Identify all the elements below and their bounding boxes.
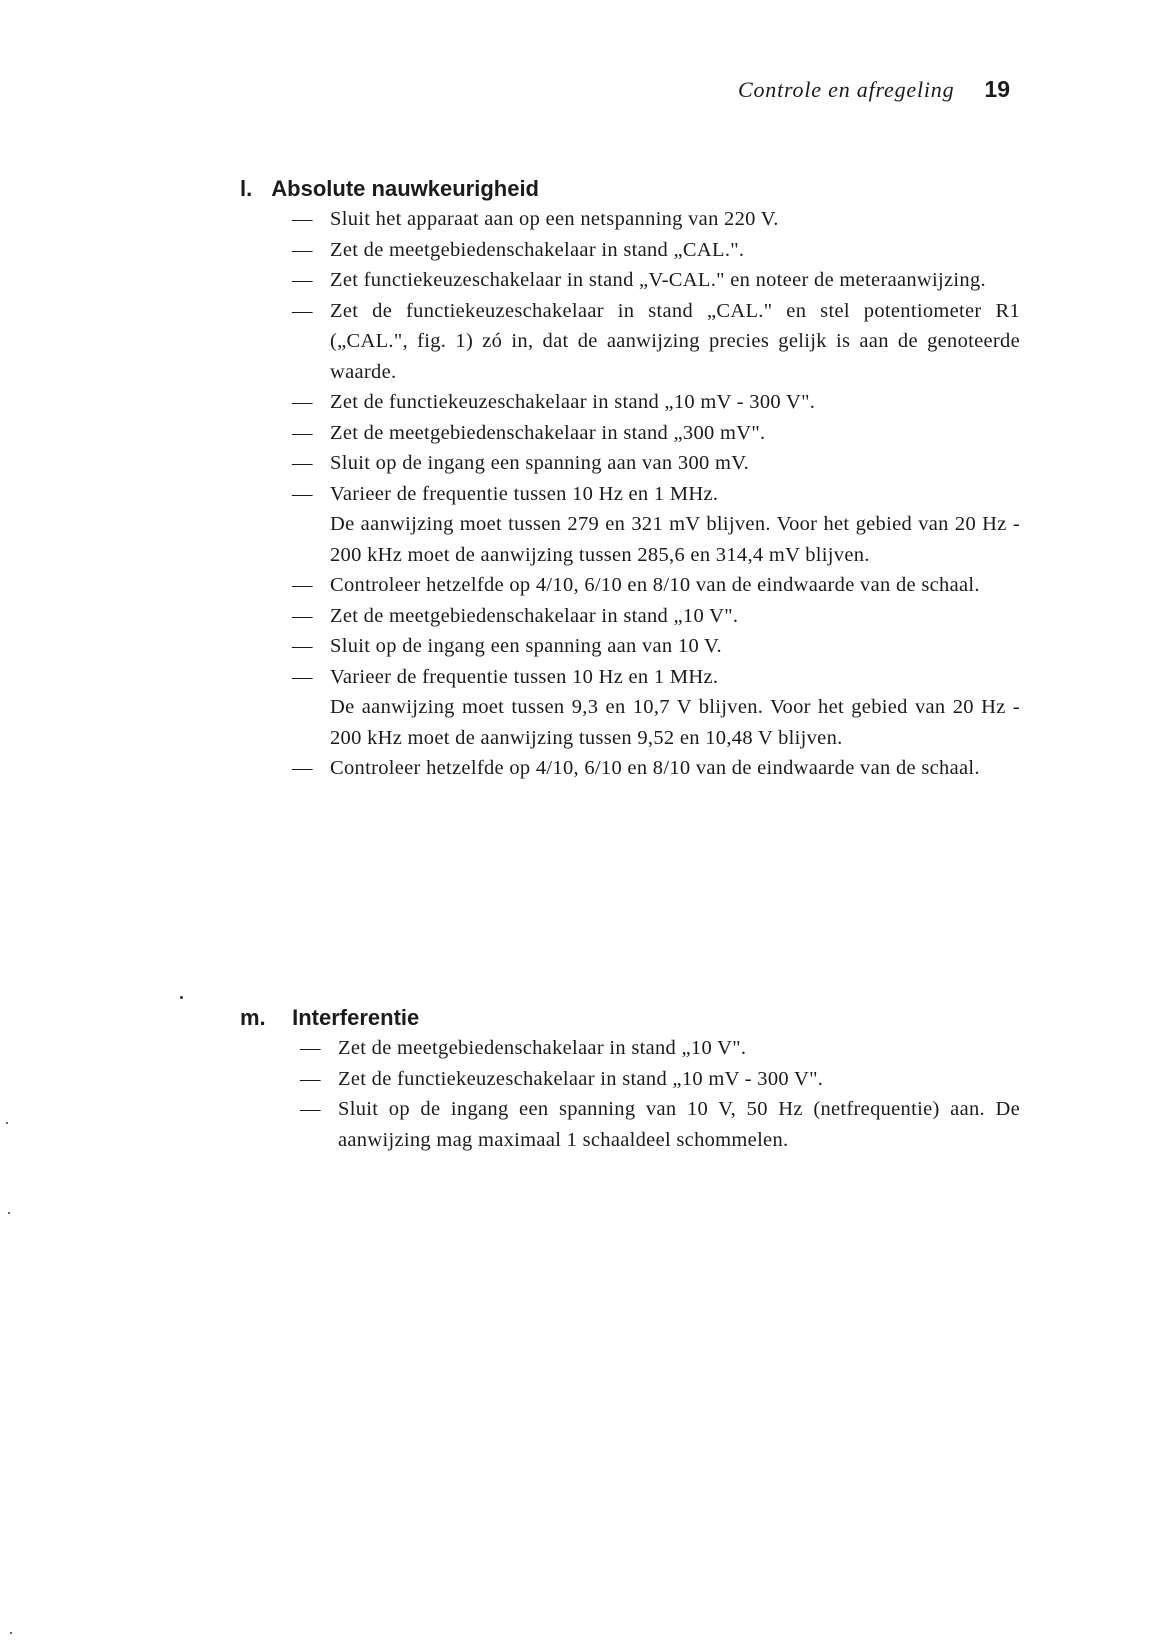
- item-text: Zet functiekeuzeschakelaar in stand „V-CAL." en noteer de meteraanwijzing.: [330, 269, 986, 291]
- list-item: [240, 479, 1020, 510]
- section-interference: [240, 1003, 1020, 1155]
- list-item: [240, 265, 1020, 296]
- item-text: Zet de meetgebiedenschakelaar in stand „10 V".: [338, 1037, 747, 1059]
- dash-marker: —: [292, 238, 313, 261]
- list-item: [240, 1094, 1020, 1155]
- list-item: [240, 296, 1020, 388]
- item-text: Zet de functiekeuzeschakelaar in stand „10 mV - 300 V".: [330, 391, 816, 413]
- instruction-list: [240, 204, 1020, 784]
- list-item: [240, 448, 1020, 479]
- dash-marker: —: [292, 391, 313, 413]
- item-text: De aanwijzing moet tussen 9,3 en 10,7 V blijven. Voor het gebied van 20 Hz - 200 kHz moet de aanwijzing tussen 9,52 en 10,48 V blijven.: [330, 696, 1020, 749]
- section-absolute-accuracy: [240, 174, 1020, 784]
- list-item: [240, 387, 1020, 418]
- dash-marker: —: [292, 421, 313, 444]
- dash-marker: —: [292, 482, 313, 505]
- item-text: Varieer de frequentie tussen 10 Hz en 1 MHz.: [330, 482, 719, 505]
- scan-speck: [10, 1632, 12, 1634]
- item-text: Zet de meetgebiedenschakelaar in stand „10 V".: [330, 604, 739, 627]
- scan-speck: [6, 1122, 8, 1124]
- dash-marker: —: [292, 208, 313, 230]
- list-item: [240, 631, 1020, 662]
- section-title: Interferentie: [292, 1005, 420, 1030]
- item-text: Sluit op de ingang een spanning van 10 V, 50 Hz (netfrequentie) aan. De aanwijzing mag maximaal 1 schaaldeel schommelen.: [338, 1098, 1020, 1151]
- dash-marker: —: [292, 635, 313, 657]
- item-text: Sluit op de ingang een spanning aan van 300 mV.: [330, 452, 750, 474]
- item-text: Sluit het apparaat aan op een netspanning van 220 V.: [330, 208, 779, 230]
- item-text: Zet de meetgebiedenschakelaar in stand „300 mV".: [330, 421, 766, 444]
- section-title: Absolute nauwkeurigheid: [271, 176, 539, 201]
- list-item-continuation: [240, 692, 1020, 753]
- dash-marker: —: [300, 1067, 321, 1090]
- item-text: Varieer de frequentie tussen 10 Hz en 1 MHz.: [330, 665, 719, 688]
- item-text: Controleer hetzelfde op 4/10, 6/10 en 8/10 van de eindwaarde van de schaal.: [330, 574, 980, 596]
- list-item: [240, 235, 1020, 266]
- running-title: Controle en afregeling: [738, 77, 955, 102]
- item-text: De aanwijzing moet tussen 279 en 321 mV blijven. Voor het gebied van 20 Hz - 200 kHz moet de aanwijzing tussen 285,6 en 314,4 mV blijven.: [330, 513, 1020, 566]
- list-item: [240, 753, 1020, 784]
- section-letter: m.: [240, 1005, 266, 1030]
- list-item-continuation: [240, 509, 1020, 570]
- item-text: Zet de meetgebiedenschakelaar in stand „CAL.".: [330, 238, 745, 261]
- section-heading: [240, 1003, 1020, 1033]
- dash-marker: —: [292, 757, 313, 779]
- list-item: [240, 1064, 1020, 1095]
- item-text: Sluit op de ingang een spanning aan van 10 V.: [330, 635, 722, 657]
- list-item: [240, 662, 1020, 693]
- list-item: [240, 570, 1020, 601]
- scan-speck: [8, 1212, 10, 1214]
- list-item: [240, 418, 1020, 449]
- dash-marker: —: [292, 604, 313, 627]
- item-text: Controleer hetzelfde op 4/10, 6/10 en 8/10 van de eindwaarde van de schaal.: [330, 757, 980, 779]
- dash-marker: —: [300, 1098, 321, 1120]
- list-item: [240, 204, 1020, 235]
- dash-marker: —: [292, 665, 313, 688]
- running-header: [738, 76, 1010, 103]
- item-text: Zet de functiekeuzeschakelaar in stand „10 mV - 300 V".: [338, 1067, 824, 1090]
- list-item: [240, 1033, 1020, 1064]
- dash-marker: —: [300, 1037, 321, 1059]
- item-text: Zet de functiekeuzeschakelaar in stand „CAL." en stel potentiometer R1 („CAL.", fig. 1) zó in, dat de aanwijzing precies gelijk is aan de genoteerde waarde.: [330, 299, 1020, 383]
- dash-marker: —: [292, 452, 313, 474]
- scan-speck: [180, 996, 183, 999]
- page-number: 19: [984, 76, 1010, 102]
- section-heading: [240, 174, 1020, 204]
- dash-marker: —: [292, 574, 313, 596]
- list-item: [240, 601, 1020, 632]
- section-letter: l.: [240, 176, 253, 201]
- dash-marker: —: [292, 299, 313, 322]
- instruction-list: [240, 1033, 1020, 1155]
- dash-marker: —: [292, 269, 313, 291]
